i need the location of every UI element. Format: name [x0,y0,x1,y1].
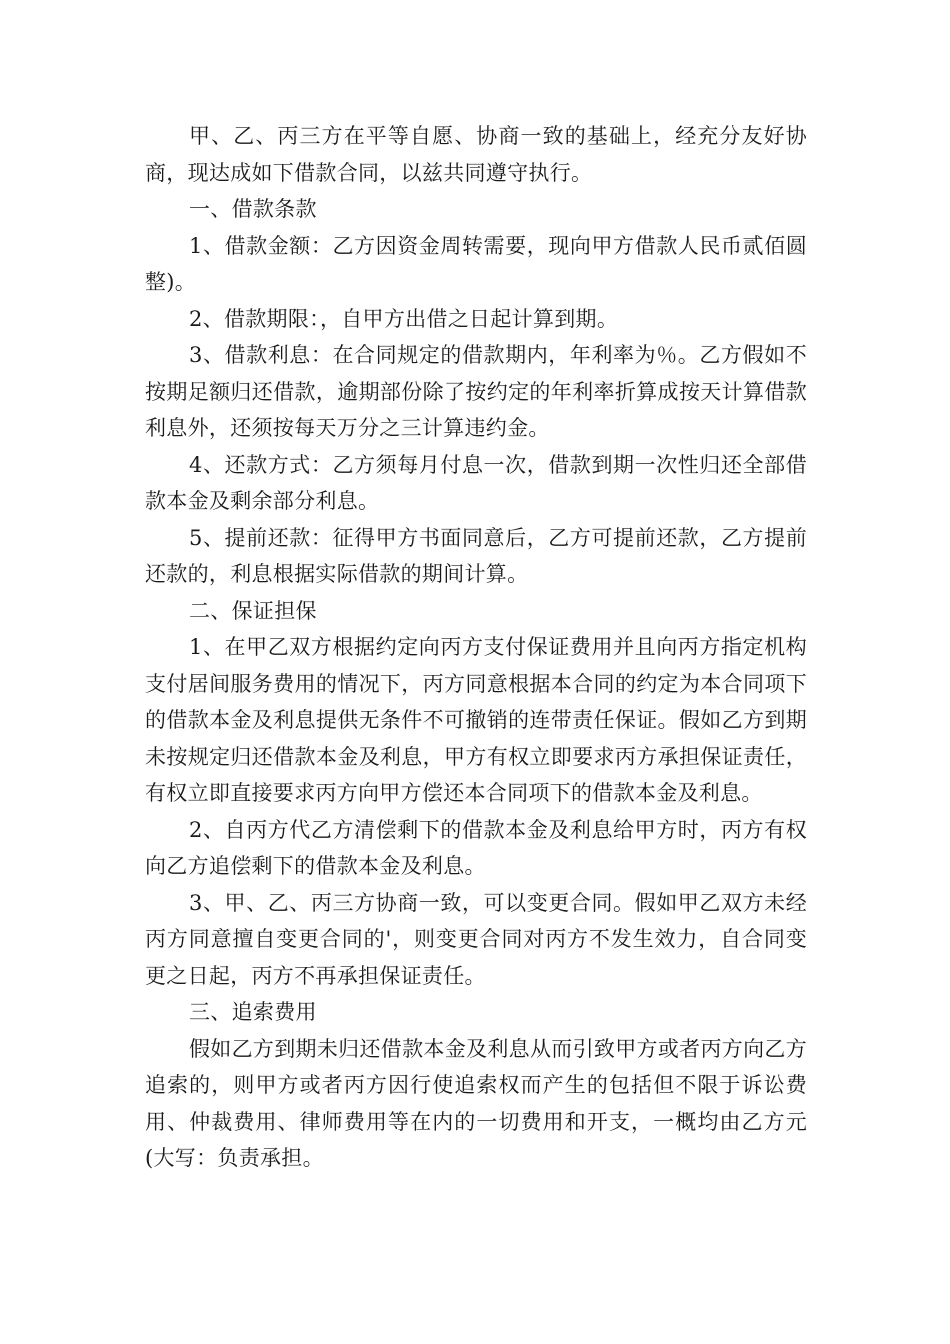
clause-guarantee-2: 2、自丙方代乙方清偿剩下的借款本金及利息给甲方时，丙方有权向乙方追偿剩下的借款本金及利息。 [145,817,807,878]
clause-repayment-method: 4、还款方式：乙方须每月付息一次，借款到期一次性归还全部借款本金及剩余部分利息。 [145,452,807,513]
document-body [145,118,807,1177]
section-heading-recovery-costs: 三、追索费用 [189,1000,317,1024]
clause-guarantee-1: 1、在甲乙双方根据约定向丙方支付保证费用并且向丙方指定机构支付居间服务费用的情况下，丙方同意根据本合同的约定为本合同项下的借款本金及利息提供无条件不可撤销的连带责任保证。假如乙方到期未按规定归还借款本金及利息，甲方有权立即要求丙方承担保证责任，有权立即直接要求丙方向甲方偿还本合同项下的借款本金及利息。 [145,635,807,805]
clause-loan-amount: 1、借款金额：乙方因资金周转需要，现向甲方借款人民币贰佰圆整)。 [145,233,807,294]
clause-recovery-costs: 假如乙方到期未归还借款本金及利息从而引致甲方或者丙方向乙方追索的，则甲方或者丙方因行使追索权而产生的包括但不限于诉讼费用、仲裁费用、律师费用等在内的一切费用和开支，一概均由乙方元(大写：负责承担。 [145,1036,807,1170]
clause-early-repayment: 5、提前还款：征得甲方书面同意后，乙方可提前还款，乙方提前还款的，利息根据实际借款的期间计算。 [145,525,807,586]
intro-paragraph: 甲、乙、丙三方在平等自愿、协商一致的基础上，经充分友好协商，现达成如下借款合同，以兹共同遵守执行。 [145,124,807,185]
section-heading-loan-terms: 一、借款条款 [189,197,317,221]
clause-loan-term: 2、借款期限：，自甲方出借之日起计算到期。 [189,306,619,331]
clause-guarantee-3: 3、甲、乙、丙三方协商一致，可以变更合同。假如甲乙双方未经丙方同意擅自变更合同的'，则变更合同对丙方不发生效力，自合同变更之日起，丙方不再承担保证责任。 [145,890,807,988]
section-heading-guarantee: 二、保证担保 [189,598,317,623]
clause-loan-interest: 3、借款利息：在合同规定的借款期内，年利率为％。乙方假如不按期足额归还借款，逾期部份除了按约定的年利率折算成按天计算借款利息外，还须按每天万分之三计算违约金。 [145,343,807,440]
